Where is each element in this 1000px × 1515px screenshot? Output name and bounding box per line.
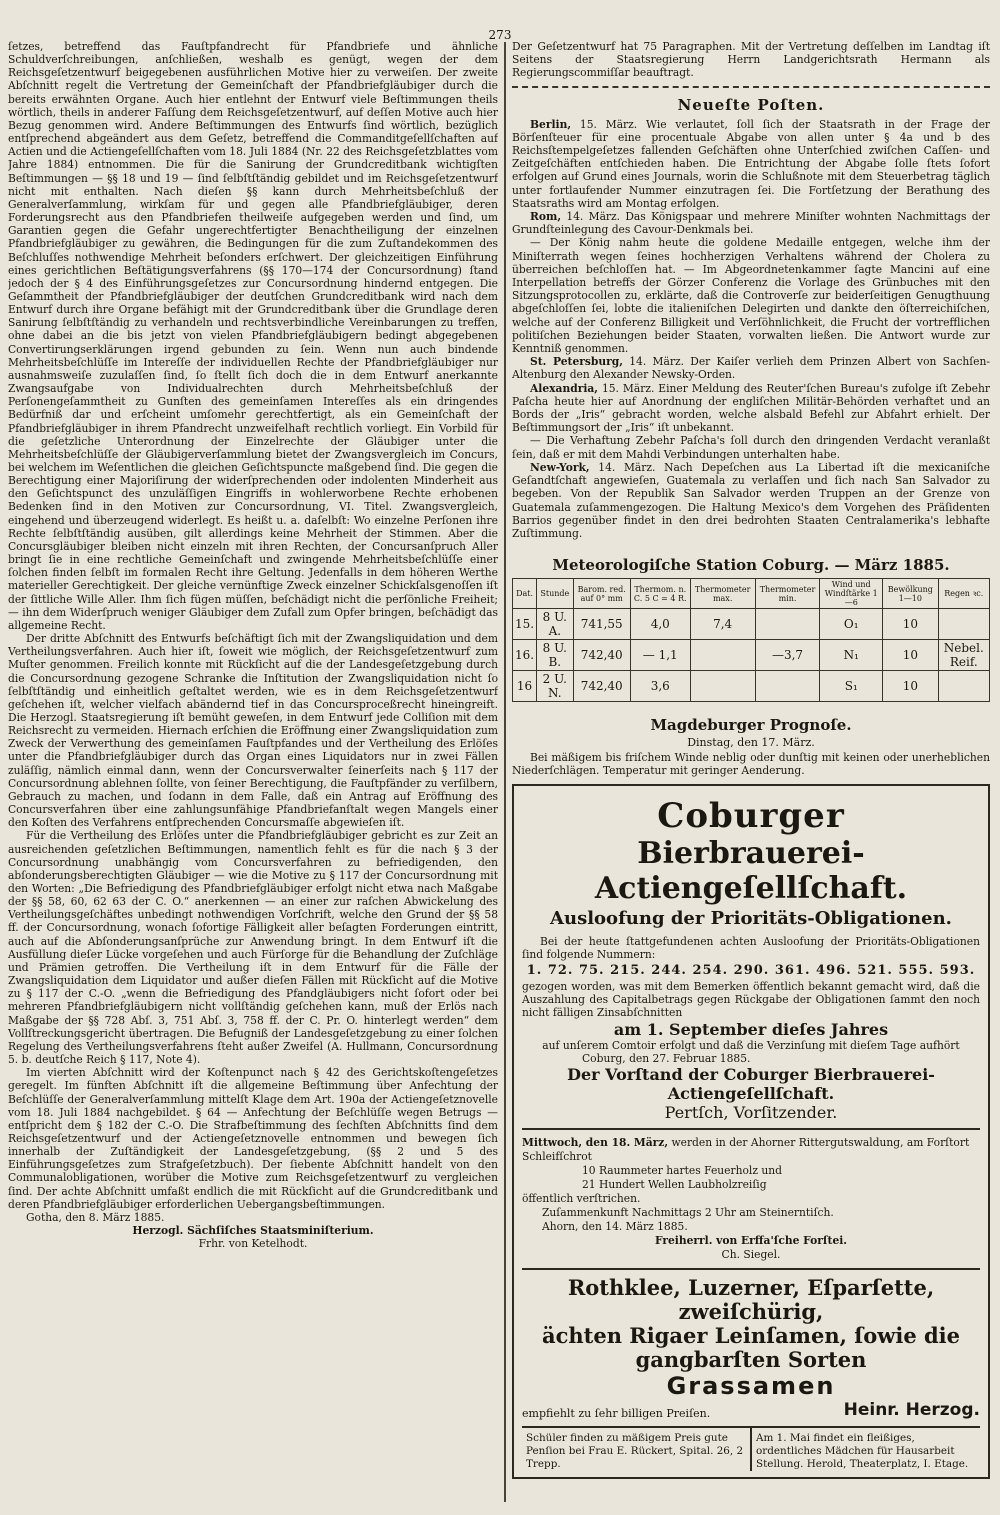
prognose-date: Dinstag, den 17. März. xyxy=(687,736,815,750)
news-item: Berlin, 15. März. Wie verlautet, ſoll ſich der Staatsrath in der Frage der Börſenſteuer für eine procentuale Abgabe von allen unter § 4a und b des Reichsſtempelgeſetzes fallenden Geſchäften ohne Unterſchied zwiſchen Caſſen- und Zeitgeſchäften entſchieden haben. Die Entrichtung der Abgabe ſolle ſtets ſofort erfolgen auf Grund eines Journals, worin die Schlußnote mit dem Steuerbetrag täglich unter fortlaufender Nummer einzutragen ſei. Die Fortſetzung der Berathung des Staatsraths wird am Montag erfolgen. xyxy=(512,117,990,210)
meteo-header-row xyxy=(513,579,990,609)
table-cell: — 1,1 xyxy=(630,640,690,671)
signature-name: Frhr. von Ketelhodt. xyxy=(198,1237,308,1251)
left-signature xyxy=(8,1211,498,1251)
ad-separator xyxy=(522,1128,980,1130)
table-cell: 8 U. B. xyxy=(537,640,573,671)
forst-ad-line2: öffentlich verſtrichen. xyxy=(522,1191,641,1205)
forst-ad-line1: Mittwoch, den 18. März, werden in der Ahorner Rittergutswaldung, am Forſtort Schleifſchrot xyxy=(522,1135,970,1163)
brewery-ad-chair: Pertſch, Vorſitzender. xyxy=(664,1102,838,1122)
prognose-text: Bei mäßigem bis friſchem Winde neblig oder dunſtig mit keinen oder unerheblichen Niederſchlägen. Temperatur mit geringer Aenderung. xyxy=(512,751,990,778)
seeds-ad-foot-left: empfiehlt zu ſehr billigen Preiſen. xyxy=(522,1406,711,1420)
meteo-col-header: Thermometer min. xyxy=(755,579,820,609)
pension-ad: Schüler finden zu mäßigem Preis gute Penſion bei Frau E. Rückert, Spital. 26, 2 Trepp. xyxy=(526,1431,744,1470)
table-cell: 10 xyxy=(883,609,938,640)
table-cell xyxy=(755,609,820,640)
column-divider xyxy=(504,42,506,1502)
meteo-col-header: Thermom. n. C. 5 C = 4 R. xyxy=(630,579,690,609)
brewery-ad-title1: Coburger xyxy=(657,795,845,836)
news-item: Rom, 14. März. Das Königspaar und mehrere Miniſter wohnten Nachmittags der Grundſteinlegung des Cavour-Denkmals bei. xyxy=(512,210,990,237)
signature-place: Gotha, den 8. März 1885. xyxy=(26,1210,165,1224)
table-cell: 742,40 xyxy=(573,640,630,671)
news-item: — Der König nahm heute die goldene Medaille entgegen, welche ihm der Miniſterrath wegen ſeines hochherzigen Verhaltens während der Cholera zu überreichen beſchloſſen hat. — Im Abgeordnetenkammer ſagte Mancini auf eine Interpellation betreffs der Görzer Conferenz die Vorlage des Grünbuches mit den Sitzungsprotocollen zu, erklärte, daß die Controverſe zur beiderſeitigen Genugthuung abgeſchloſſen ſei, lobte die italieniſchen Delegirten und dankte den öſterreichiſchen, welche auf der Conferenz Billigkeit und Verſöhnlichkeit, die Frucht der vortrefflichen politiſchen Beziehungen beider Staaten, vorwalten ließen. Die Antwort wurde zur Kenntniß genommen. xyxy=(512,236,990,356)
forst-ad xyxy=(522,1136,980,1262)
table-cell: 741,55 xyxy=(573,609,630,640)
news-item: Alexandria, 15. März. Einer Meldung des Reuter'ſchen Bureau's zufolge iſt Zebehr Paſcha heute hier auf Anordnung der engliſchen Militär-Behörden verhaftet und an Bords der „Iris“ gebracht worden, welche alsbald Befehl zur Abfahrt erhielt. Der Beſtimmungsort der „Iris“ iſt unbekannt. xyxy=(512,381,990,435)
table-cell: N₁ xyxy=(820,640,883,671)
meteo-col-header: Barom. red. auf 0° mm xyxy=(573,579,630,609)
bottom-ads xyxy=(522,1426,980,1471)
news-heading: Neueſte Poſten. xyxy=(677,95,825,114)
right-column xyxy=(512,40,990,1500)
brewery-ad-date-line: am 1. September dieſes Jahres xyxy=(613,1019,889,1039)
table-cell: O₁ xyxy=(820,609,883,640)
forst-ad-name: Ch. Siegel. xyxy=(721,1247,781,1261)
brewery-ad-numbers: 1. 72. 75. 215. 244. 254. 290. 361. 496. 521. 555. 593. xyxy=(526,962,976,978)
table-row xyxy=(513,640,990,671)
meteo-col-header: Bewölkung 1—10 xyxy=(883,579,938,609)
left-paragraph-1: ſetzes, betreffend das Fauſtpfandrecht für Pfandbriefe und ähnliche Schuldverſchreibungen, anſchließen, weshalb es genügt, wegen der dem Reichsgeſetzentwurf beigegebenen ausführlichen Motive hier zu verweiſen. Der zweite Abſchnitt regelt die Vertretung der Gemeinſchaft der Pfandbriefgläubiger durch die bereits erwähnten Organe. Auch hier entlehnt der Entwurf viele Beſtimmungen theils wörtlich, theils in anderer Faſſung dem Reichsgeſetzentwurf, auf deſſen Motive auch hier Bezug genommen wird. Andere Beſtimmungen des Entwurfs ſind wörtlich, bezüglich entſprechend abgeändert aus dem Geſetz, betreffend die Commanditgeſellſchaften auf Actien und die Actiengeſellſchaften vom 18. Juli 1884 (Nr. 22 des Reichsgeſetzblattes vom Jahre 1884) entnommen. Die für die Sanirung der Grundcreditbank wichtigſten Beſtimmungen — §§ 18 und 19 — ſind ſelbſtſtändig gebildet und im Reichsgeſetzentwurf nicht mit enthalten. Nach dieſen §§ kann durch Mehrheitsbeſchluß der Generalverſammlung, wirkſam für und gegen alle Pfandbriefgläubiger, deren Forderungsrecht aus den Pfandbriefen theilweiſe aufgegeben werden und ſind, um Garantien gegen die Gefahr ungerechtfertigter Benachtheiligung der einzelnen Pfandbriefgläubiger zu gewähren, die Bedingungen für die zum Zuſtandekommen des Beſchluſſes nothwendige Mehrheit beſonders erſchwert. Der gleichzeitigen Einführung eines gerichtlichen Beſtätigungsverfahrens (§§ 170—174 der Concursordnung) ſtand jedoch der § 4 des Einführungsgeſetzes zur Concursordnung hindernd entgegen. Die Geſammtheit der Pfandbriefgläubiger der deutſchen Grundcreditbank wird nach dem Entwurf durch ihre Organe befähigt mit der Grundcreditbank über die Grundlage deren Sanirung ſelbſtſtändig zu verhandeln und rechtsverbindliche Vereinbarungen zu treffen, ohne dabei an die bis jetzt von vielen Pfandbriefgläubigern bedingt abgegebenen Convertirungserklärungen irgend gebunden zu ſein. Wenn nun auch bindende Mehrheitsbeſchlüſſe im Intereſſe der individuellen Rechte der Pfandbriefgläubiger nur ausnahmsweiſe zuzulaſſen ſind, ſo ſtellt ſich doch die in dem Entwurf anerkannte Zwangsaufgabe von Individualrechten durch Mehrheitsbeſchluß der Perſonengeſammtheit zu Gunſten des gemeinſamen Intereſſes als ein dringendes Bedürfniß dar und erſcheint umſomehr gerechtfertigt, als ein Gemeinſchaft der Pfandbriefgläubiger in ihrem Pfandrecht unzweifelhaft rechtlich vorliegt. Ein Vorbild für die geſetzliche Unterordnung der Einzelrechte der Gläubiger unter die Mehrheitsbeſchlüſſe der Gläubigerverſammlung bietet der Zwangsvergleich im Concurs, bei welchem im Weſentlichen die gleichen Geſichtspuncte maßgebend ſind. Die gegen die Berechtigung einer Majoriſirung der widerſprechenden oder indolenten Minderheit aus den Geſichtspunct des unzuläſſigen Eingriffs in wohlerworbene Rechte erhobenen Bedenken ſind in den Motiven zur Concursordnung, VI. Titel. Zwangsvergleich, eingehend und überzeugend widerlegt. Es heißt u. a. daſelbſt: Wo einzelne Perſonen ihre Rechte ſelbſtſtändig ausüben, gilt allerdings keine Mehrheit der Stimmen. Aber die Concursgläubiger bleiben nicht einzeln mit ihren Rechten, der Concursanſpruch Aller bringt ſie in eine rechtliche Gemeinſchaft und zwingende Mehrheitsbeſchlüſſe einer ſolchen finden ſelbſt im formalen Recht ihre Geltung. Jedenfalls in dem höheren Werthe materieller Gerechtigkeit. Der gleiche vernünftige Zweck einzelner Schickſalsgenoſſen iſt der ſittliche Wille Aller. Ihm ſich fügen müſſen, beſchädigt nicht die perſönliche Freiheit; — ihn dem Widerſpruch weniger Gläubiger dem Zufall zum Opfer bringen, beſchädigt das allgemeine Recht. xyxy=(8,40,498,632)
table-cell: 16. xyxy=(513,640,537,671)
page-number: 273 xyxy=(488,28,512,42)
brewery-ad-title3: Ausloofung der Prioritäts-Obligationen. xyxy=(550,907,952,929)
forst-ad-line4: Ahorn, den 14. März 1885. xyxy=(542,1219,688,1233)
table-cell: 3,6 xyxy=(630,671,690,702)
ad-separator xyxy=(522,1268,980,1270)
dashed-separator xyxy=(512,86,990,88)
table-cell: 16 xyxy=(513,671,537,702)
table-cell: Nebel. Reif. xyxy=(938,640,990,671)
table-cell xyxy=(690,640,755,671)
meteo-col-header: Dat. xyxy=(513,579,537,609)
table-cell: 4,0 xyxy=(630,609,690,640)
left-paragraph-4: Im vierten Abſchnitt wird der Koſtenpunct nach § 42 des Gerichtskoſtengeſetzes geregelt. Im fünften Abſchnitt iſt die allgemeine Beſtimmung über Anfechtung der Beſchlüſſe der Generalverſammlung mittelſt Klage dem Art. 190a der Actiengeſetznovelle vom 18. Juli 1884 nachgebildet. § 64 — Anfechtung der Beſchlüſſe wegen Betrugs — entſpricht dem § 182 der C.-O. Die Strafbeſtimmung des ſechſten Abſchnitts ſind dem Reichsgeſetzentwurf und der Actiengeſetznovelle entnommen und bewegen ſich innerhalb der Zuſtändigkeit der Landesgeſetzgebung, (§§ 2 und 5 des Einführungsgeſetzes zum Strafgeſetzbuch). Der ſiebente Abſchnitt handelt von den Communalobligationen, worüber die Motive zum Reichsgeſetzentwurf zu vergleichen ſind. Der achte Abſchnitt umfaßt endlich die mit Rückſicht auf die Grundcreditbank und deren Pfandbriefgläubiger erforderlichen Uebergangsbeſtimmungen. xyxy=(8,1066,498,1211)
table-row xyxy=(513,671,990,702)
table-cell xyxy=(690,671,755,702)
table-cell: 7,4 xyxy=(690,609,755,640)
brewery-ad-body: gezogen worden, was mit dem Bemerken öffentlich bekannt gemacht wird, daß die Auszahlung des Capitalbetrags gegen Rückgabe der Obligationen ſammt den noch nicht fälligen Zinsabſchnitten xyxy=(522,979,980,1020)
brewery-ad-intro: Bei der heute ſtattgefundenen achten Ausloofung der Prioritäts-Obligationen ſind folgende Nummern: xyxy=(522,934,980,961)
meteo-table xyxy=(512,578,990,702)
seeds-ad-line1: Rothklee, Luzerner, Eſparſette, zweiſchürig, xyxy=(567,1274,935,1324)
table-cell: S₁ xyxy=(820,671,883,702)
seeds-ad-line2: ächten Rigaer Leinſamen, ſowie die gangbarſten Sorten xyxy=(541,1322,961,1372)
prognose-title: Magdeburger Prognoſe. xyxy=(650,716,852,735)
brewery-ad xyxy=(512,784,990,1479)
table-cell: 10 xyxy=(883,640,938,671)
left-paragraph-3: Für die Vertheilung des Erlöſes unter die Pfandbriefgläubiger gebricht es zur Zeit an ausreichenden geſetzlichen Beſtimmungen, namentlich fehlt es für die nach § 3 der Concursordnung unabhängig vom Concursverfahren zu befriedigenden, den abſonderungsberechtigten Gläubiger — wie die Motive zu § 117 der Concursordnung mit den Worten: „Die Befriedigung des Pfandbriefgläubiger erfolgt nicht etwa nach Maßgabe der §§ 58, 60, 62 63 der C. O.“ anerkennen — an einer zur raſchen Abwickelung des Vertheilungsgeſchäftes unbedingt nothwendigen Vorſchrift, welche den Grund der §§ 58 ff. der Concursordnung, wonach ſofortige Fälligkeit aller beſagten Forderungen eintritt, auch auf die Abſonderungsanſprüche zur Anwendung bringt. In dem Entwurf iſt die Ausfüllung dieſer Lücke vorgeſehen und auch Fürſorge für die Behandlung der Zuſchläge und Prämien getroffen. Die Vertheilung iſt in dem Entwurf für die Fälle der Zwangsliquidation dem Liquidator und außer dieſen Fällen mit Rückſicht auf die Motive zu § 117 der C.-O. „wenn die Befriedigung des Pfandgläubigers nicht ſofort oder bei mehreren Pfandbriefgläubigern nicht vollſtändig geſchehen kann, muß der Erlös nach Maßgabe der §§ 728 Abſ. 3, 751 Abſ. 3, 758 ff. der C. Pr. O. hinterlegt werden“ dem Vollſtreckungsgericht übertragen. Die Befugniß der Landesgeſetzgebung zu einer ſolchen Regelung des Vertheilungsverfahrens ſteht außer Zweifel (A. Hullmann, Concursordnung 5. b. deutſche Reich § 117, Note 4). xyxy=(8,829,498,1067)
left-article xyxy=(8,40,498,1211)
meteo-col-header: Regen ꝛc. xyxy=(938,579,990,609)
table-cell xyxy=(938,671,990,702)
seeds-ad-grassamen: Grassamen xyxy=(666,1371,836,1400)
table-row xyxy=(513,609,990,640)
table-cell: 742,40 xyxy=(573,671,630,702)
seeds-ad xyxy=(522,1276,980,1420)
seeds-ad-footer xyxy=(522,1400,980,1420)
maid-ad: Am 1. Mai findet ein fleißiges, ordentliches Mädchen für Hausarbeit Stellung. Herold, Theaterplatz, I. Etage. xyxy=(750,1428,980,1471)
forst-ad-item: 10 Raummeter hartes Feuerholz und xyxy=(582,1163,782,1177)
signature-ministry: Herzogl. Sächſiſches Staatsminiſterium. xyxy=(132,1224,374,1238)
news-list xyxy=(512,118,990,541)
left-paragraph-2: Der dritte Abſchnitt des Entwurfs beſchäftigt ſich mit der Zwangsliquidation und dem Vertheilungsverfahren. Auch hier iſt, ſoweit wie möglich, der Reichsgeſetzentwurf zum Muſter genommen. Freilich konnte mit Rückſicht auf die der Landesgeſetzgebung durch die Concursordnung gezogene Schranke die Inſtitution der Zwangsliquidation nicht ſo ſelbſtſtändig und einheitlich geſtaltet werden, wie es in dem Reichsgeſetzentwurf geſchehen iſt, welcher vielfach abändernd tief in das Concursproceßrecht hineingreift. Die Herzogl. Staatsregierung iſt bemüht geweſen, in dem Entwurf jede Colliſion mit dem Reichsrecht zu vermeiden. Hiernach erſchien die Eröffnung einer Zwangsliquidation zum Zweck der Verwerthung des gemeinſamen Fauſtpfandes und der Vertheilung des Erlöſes unter die Pfandbriefgläubiger durch das Organ eines Liquidators nur in zwei Fällen zuläſſig, nämlich einmal dann, wenn der Concursverwalter ſeinerſeits nach § 117 der Concursordnung ablehnen ſollte, von ſeiner Berechtigung, die Fauſtpfänder zu verſilbern, Gebrauch zu machen, und ſodann in dem Falle, daß ein Antrag auf Eröffnung des Concursverfahren über eine zahlungsunfähige Pfandbriefanſtalt wegen Mangels einer den Koſten des Verfahrens entſprechenden Concursmaſſe abgewieſen iſt. xyxy=(8,632,498,830)
table-cell: 10 xyxy=(883,671,938,702)
table-cell: 15. xyxy=(513,609,537,640)
table-cell: 2 U. N. xyxy=(537,671,573,702)
news-item: St. Petersburg, 14. März. Der Kaiſer verlieh dem Prinzen Albert von Sachſen-Altenburg den Alexander Newsky-Orden. xyxy=(512,355,990,382)
meteo-title: Meteorologiſche Station Coburg. — März 1885. xyxy=(552,556,950,575)
brewery-ad-title2: Bierbrauerei-Actiengeſellſchaft. xyxy=(594,835,908,906)
forst-ad-line3: Zuſammenkunft Nachmittags 2 Uhr am Steinerntiſch. xyxy=(542,1205,834,1219)
table-cell xyxy=(938,609,990,640)
forst-ad-signer: Freiherrl. von Erffa'ſche Forſtei. xyxy=(654,1233,848,1247)
seeds-ad-foot-right: Heinr. Herzog. xyxy=(843,1399,980,1420)
brewery-ad-signer: Der Vorſtand der Coburger Bierbrauerei-Actiengeſellſchaft. xyxy=(567,1064,935,1103)
left-column xyxy=(8,40,498,1498)
table-cell: —3,7 xyxy=(755,640,820,671)
news-item: New-York, 14. März. Nach Depeſchen aus La Libertad iſt die mexicaniſche Geſandtſchaft angewieſen, Guatemala zu verlaſſen und ſich nach San Salvador zu begeben. Von der Republik San Salvador werden Truppen an der Grenze von Guatemala zuſammengezogen. Die Haltung Mexico's dem Vorgehen des Präſidenten Barrios gegenüber findet in den drei bedrohten Staaten Centralamerika's lebhafte Zuſtimmung. xyxy=(512,460,990,540)
brewery-ad-body2: auf unſerem Comtoir erfolgt und daß die Verzinſung mit dieſem Tage aufhört xyxy=(542,1038,960,1052)
news-item: — Die Verhaftung Zebehr Paſcha's ſoll durch den dringenden Verdacht veranlaßt ſein, daß er mit dem Mahdi Verbindungen unterhalten habe. xyxy=(512,434,990,461)
table-cell xyxy=(755,671,820,702)
meteo-col-header: Stunde xyxy=(537,579,573,609)
meteo-col-header: Wind und Windſtärke 1—6 xyxy=(820,579,883,609)
brewery-ad-place: Coburg, den 27. Februar 1885. xyxy=(582,1051,751,1065)
meteo-col-header: Thermometer max. xyxy=(690,579,755,609)
table-cell: 8 U. A. xyxy=(537,609,573,640)
right-intro: Der Geſetzentwurf hat 75 Paragraphen. Mit der Vertretung deſſelben im Landtag iſt Seitens der Staatsregierung Herrn Landgerichtsrath Hermann als Regierungscommiſſar beauftragt. xyxy=(512,40,990,80)
forst-ad-item: 21 Hundert Wellen Laubholzreiſig xyxy=(582,1177,767,1191)
